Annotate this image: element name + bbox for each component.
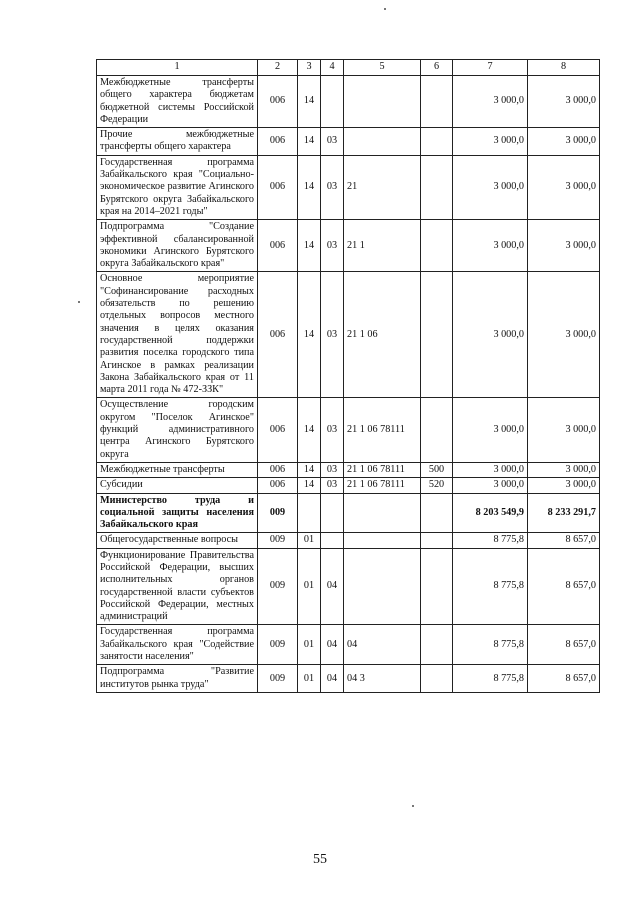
subsection-code-cell [321, 493, 344, 533]
scan-speck [384, 8, 386, 10]
subsection-code-cell: 03 [321, 478, 344, 493]
scan-speck [412, 805, 414, 807]
amount-col8-cell: 8 657,0 [528, 625, 600, 665]
column-header-6: 6 [421, 60, 453, 76]
row-name-cell: Общегосударственные вопросы [97, 533, 258, 548]
table-row [97, 533, 600, 548]
table-row [97, 625, 600, 665]
target-item-cell: 21 [344, 155, 421, 219]
column-header-7: 7 [453, 60, 528, 76]
table-row [97, 220, 600, 272]
amount-col7-cell: 3 000,0 [453, 398, 528, 462]
target-item-cell: 21 1 [344, 220, 421, 272]
admin-code-cell: 006 [258, 398, 298, 462]
expense-type-cell [421, 272, 453, 398]
target-item-cell: 04 [344, 625, 421, 665]
table-row [97, 462, 600, 477]
section-code-cell: 14 [298, 272, 321, 398]
row-name-cell: Межбюджетные трансферты общего характера бюджетам бюджетной системы Российской Федерации [97, 76, 258, 128]
amount-col7-cell: 3 000,0 [453, 155, 528, 219]
row-name-cell: Подпрограмма "Создание эффективной сбалансированной экономики Агинского Бурятского округа Забайкальского края" [97, 220, 258, 272]
subsection-code-cell: 03 [321, 272, 344, 398]
target-item-cell [344, 76, 421, 128]
amount-col8-cell: 3 000,0 [528, 272, 600, 398]
section-code-cell: 14 [298, 478, 321, 493]
amount-col8-cell: 8 657,0 [528, 533, 600, 548]
amount-col7-cell: 3 000,0 [453, 220, 528, 272]
admin-code-cell: 009 [258, 533, 298, 548]
row-name-cell: Прочие межбюджетные трансферты общего характера [97, 128, 258, 156]
column-header-3: 3 [298, 60, 321, 76]
row-name-cell: Государственная программа Забайкальского края "Содействие занятости населения" [97, 625, 258, 665]
expense-type-cell [421, 155, 453, 219]
amount-col8-cell: 3 000,0 [528, 76, 600, 128]
admin-code-cell: 006 [258, 128, 298, 156]
column-header-4: 4 [321, 60, 344, 76]
subsection-code-cell [321, 76, 344, 128]
section-code-cell: 14 [298, 398, 321, 462]
expense-type-cell [421, 398, 453, 462]
subsection-code-cell: 03 [321, 128, 344, 156]
amount-col8-cell: 3 000,0 [528, 155, 600, 219]
scan-speck [78, 301, 80, 303]
table-row [97, 478, 600, 493]
table-row [97, 128, 600, 156]
section-code-cell: 01 [298, 625, 321, 665]
subsection-code-cell: 03 [321, 398, 344, 462]
target-item-cell [344, 548, 421, 625]
amount-col8-cell: 3 000,0 [528, 398, 600, 462]
section-code-cell: 14 [298, 155, 321, 219]
admin-code-cell: 006 [258, 76, 298, 128]
amount-col7-cell: 8 775,8 [453, 665, 528, 693]
admin-code-cell: 006 [258, 155, 298, 219]
table-body [97, 76, 600, 693]
amount-col8-cell: 3 000,0 [528, 220, 600, 272]
section-code-cell: 14 [298, 220, 321, 272]
amount-col8-cell: 3 000,0 [528, 462, 600, 477]
admin-code-cell: 009 [258, 493, 298, 533]
header-row [97, 60, 600, 76]
section-code-cell: 14 [298, 128, 321, 156]
amount-col7-cell: 3 000,0 [453, 478, 528, 493]
column-header-2: 2 [258, 60, 298, 76]
amount-col7-cell: 8 775,8 [453, 548, 528, 625]
amount-col8-cell: 3 000,0 [528, 478, 600, 493]
admin-code-cell: 006 [258, 478, 298, 493]
admin-code-cell: 006 [258, 462, 298, 477]
table-row [97, 155, 600, 219]
table-row [97, 493, 600, 533]
page-number: 55 [313, 852, 327, 867]
row-name-cell: Субсидии [97, 478, 258, 493]
section-code-cell: 01 [298, 533, 321, 548]
amount-col8-cell: 8 657,0 [528, 548, 600, 625]
target-item-cell: 21 1 06 78111 [344, 478, 421, 493]
table-row [97, 76, 600, 128]
subsection-code-cell: 04 [321, 625, 344, 665]
table-row [97, 272, 600, 398]
admin-code-cell: 006 [258, 272, 298, 398]
row-name-cell: Подпрограмма "Развитие институтов рынка труда" [97, 665, 258, 693]
subsection-code-cell [321, 533, 344, 548]
subsection-code-cell: 03 [321, 155, 344, 219]
column-header-1: 1 [97, 60, 258, 76]
subsection-code-cell: 04 [321, 665, 344, 693]
row-name-cell: Министерство труда и социальной защиты населения Забайкальского края [97, 493, 258, 533]
target-item-cell: 21 1 06 [344, 272, 421, 398]
admin-code-cell: 009 [258, 665, 298, 693]
amount-col7-cell: 8 203 549,9 [453, 493, 528, 533]
expense-type-cell [421, 548, 453, 625]
amount-col7-cell: 3 000,0 [453, 462, 528, 477]
table-row [97, 548, 600, 625]
amount-col8-cell: 8 233 291,7 [528, 493, 600, 533]
expense-type-cell [421, 128, 453, 156]
subsection-code-cell: 04 [321, 548, 344, 625]
target-item-cell [344, 533, 421, 548]
amount-col7-cell: 8 775,8 [453, 625, 528, 665]
row-name-cell: Основное мероприятие "Софинансирование расходных обязательств по решению отдельных вопросов местного значения в целях оказания государственной поддержки развития поселка городского типа Агинское в рамках реализации Закона Забайкальского края от 11 марта 2011 года № 472-ЗЗК" [97, 272, 258, 398]
target-item-cell: 04 3 [344, 665, 421, 693]
subsection-code-cell: 03 [321, 462, 344, 477]
expense-type-cell [421, 493, 453, 533]
expense-type-cell [421, 220, 453, 272]
expense-type-cell [421, 625, 453, 665]
expense-type-cell [421, 76, 453, 128]
budget-table [96, 59, 600, 693]
table-row [97, 665, 600, 693]
column-header-8: 8 [528, 60, 600, 76]
table-row [97, 398, 600, 462]
amount-col8-cell: 3 000,0 [528, 128, 600, 156]
column-header-5: 5 [344, 60, 421, 76]
amount-col7-cell: 8 775,8 [453, 533, 528, 548]
amount-col7-cell: 3 000,0 [453, 128, 528, 156]
section-code-cell: 01 [298, 548, 321, 625]
row-name-cell: Осуществление городским округом "Поселок Агинское" функций административного центра Агинского Бурятского округа [97, 398, 258, 462]
target-item-cell [344, 128, 421, 156]
row-name-cell: Государственная программа Забайкальского края "Социально-экономическое развитие Агинского Бурятского округа Забайкальского края на 2014–2021 годы" [97, 155, 258, 219]
target-item-cell: 21 1 06 78111 [344, 462, 421, 477]
section-code-cell [298, 493, 321, 533]
row-name-cell: Функционирование Правительства Российской Федерации, высших исполнительных органов государственной власти субъектов Российской Федерации, местных администраций [97, 548, 258, 625]
amount-col8-cell: 8 657,0 [528, 665, 600, 693]
section-code-cell: 01 [298, 665, 321, 693]
row-name-cell: Межбюджетные трансферты [97, 462, 258, 477]
admin-code-cell: 009 [258, 625, 298, 665]
expense-type-cell: 520 [421, 478, 453, 493]
target-item-cell: 21 1 06 78111 [344, 398, 421, 462]
amount-col7-cell: 3 000,0 [453, 272, 528, 398]
expense-type-cell: 500 [421, 462, 453, 477]
target-item-cell [344, 493, 421, 533]
admin-code-cell: 009 [258, 548, 298, 625]
amount-col7-cell: 3 000,0 [453, 76, 528, 128]
expense-type-cell [421, 665, 453, 693]
section-code-cell: 14 [298, 76, 321, 128]
expense-type-cell [421, 533, 453, 548]
section-code-cell: 14 [298, 462, 321, 477]
subsection-code-cell: 03 [321, 220, 344, 272]
admin-code-cell: 006 [258, 220, 298, 272]
